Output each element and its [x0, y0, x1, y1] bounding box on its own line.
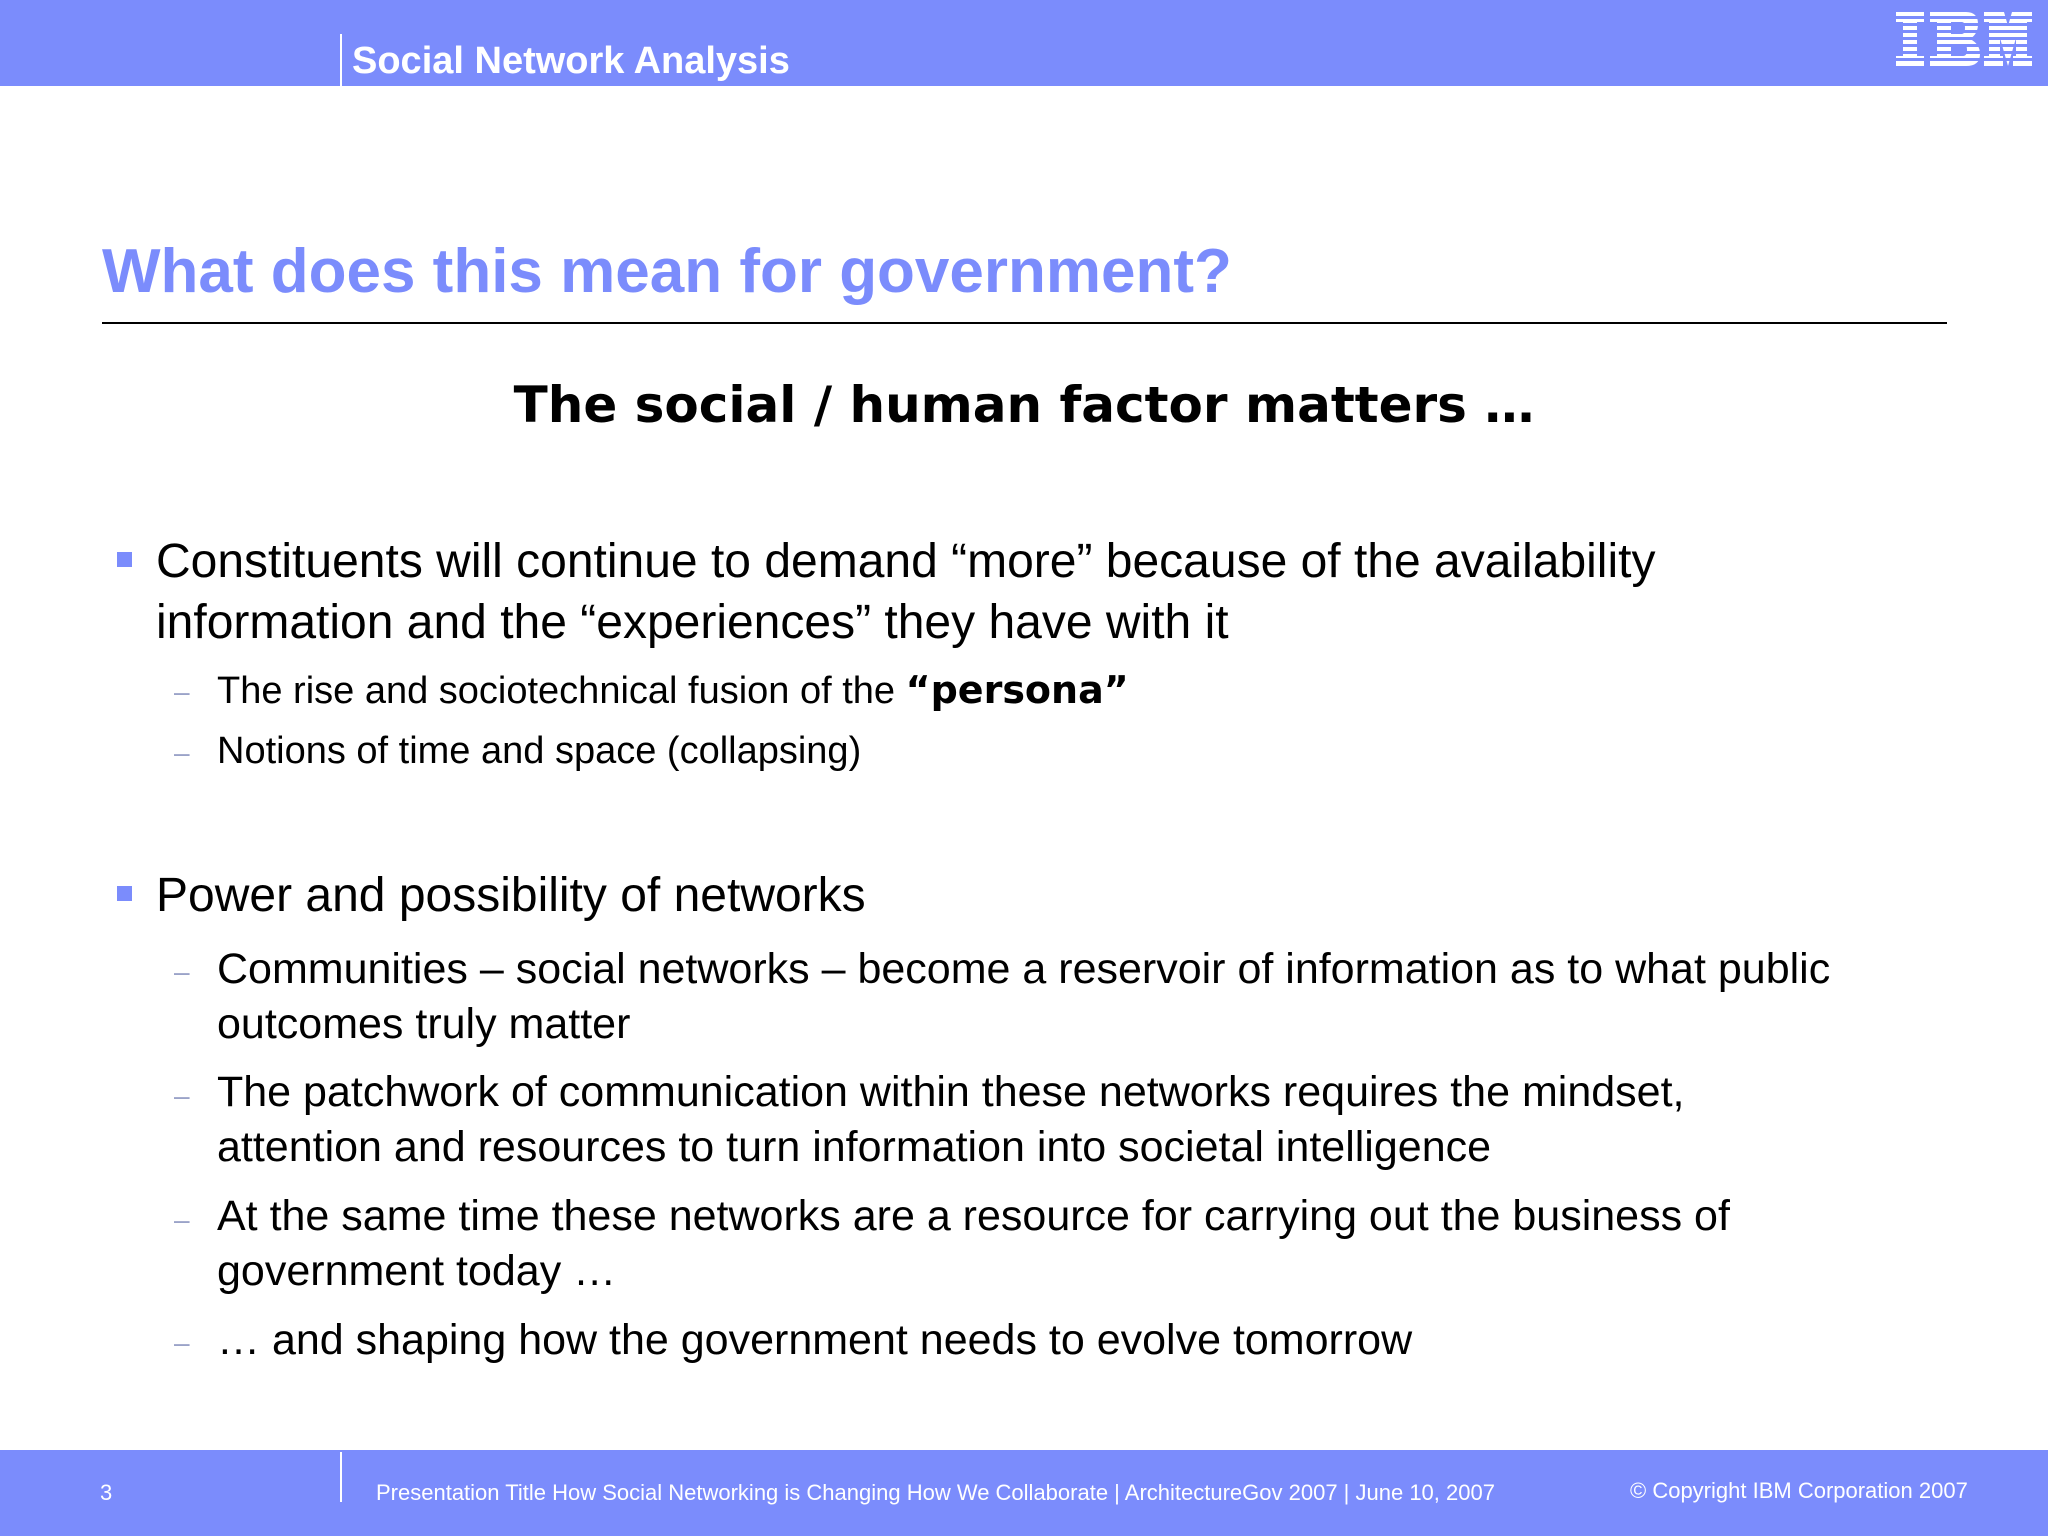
sub-bullet-time-space: Notions of time and space (collapsing): [217, 730, 862, 772]
sub-bullet-resource-line-1: At the same time these networks are a resource for carrying out the business of: [217, 1192, 1730, 1240]
bullet-1-line-2: information and the “experiences” they have with it: [156, 596, 1229, 649]
sub-bullet-dash: –: [174, 676, 190, 707]
header-divider: [340, 34, 342, 86]
sub-bullet-patchwork-line-2: attention and resources to turn information into societal intelligence: [217, 1123, 1492, 1171]
sub-bullet-patchwork-line-1: The patchwork of communication within these networks requires the mindset,: [217, 1068, 1685, 1116]
bullet-1-line-1: Constituents will continue to demand “more” because of the availability: [156, 535, 1656, 588]
sub-bullet-dash: –: [174, 1080, 190, 1111]
bullet-marker: [117, 552, 132, 567]
sub-bullet-evolve: … and shaping how the government needs to evolve tomorrow: [217, 1316, 1413, 1364]
header-title: Social Network Analysis: [352, 40, 790, 82]
title-rule: [102, 322, 1947, 324]
presentation-info: Presentation Title How Social Networking is Changing How We Collaborate | ArchitectureGov 2007 | June 10, 2007: [376, 1480, 1495, 1505]
bullet-marker: [117, 886, 132, 901]
bullet-2-line-1: Power and possibility of networks: [156, 869, 866, 922]
sub-bullet-resource-line-2: government today …: [217, 1247, 617, 1295]
slide-subheading: The social / human factor matters …: [513, 376, 1535, 434]
copyright: © Copyright IBM Corporation 2007: [1630, 1478, 1968, 1503]
page-number: 3: [100, 1480, 113, 1505]
footer-divider: [340, 1452, 342, 1502]
ibm-logo-icon: [1894, 12, 2034, 70]
persona-emphasis: “persona”: [905, 668, 1129, 712]
sub-bullet-dash: –: [174, 956, 190, 987]
sub-bullet-dash: –: [174, 1327, 190, 1358]
sub-bullet-communities-line-1: Communities – social networks – become a reservoir of information as to what public: [217, 945, 1831, 993]
header-bar: [0, 0, 2048, 86]
sub-bullet-dash: –: [174, 737, 190, 768]
sub-bullet-persona: The rise and sociotechnical fusion of the “persona”: [217, 668, 1129, 712]
slide-title: What does this mean for government?: [102, 237, 1232, 306]
sub-bullet-communities-line-2: outcomes truly matter: [217, 1000, 631, 1048]
sub-bullet-dash: –: [174, 1204, 190, 1235]
